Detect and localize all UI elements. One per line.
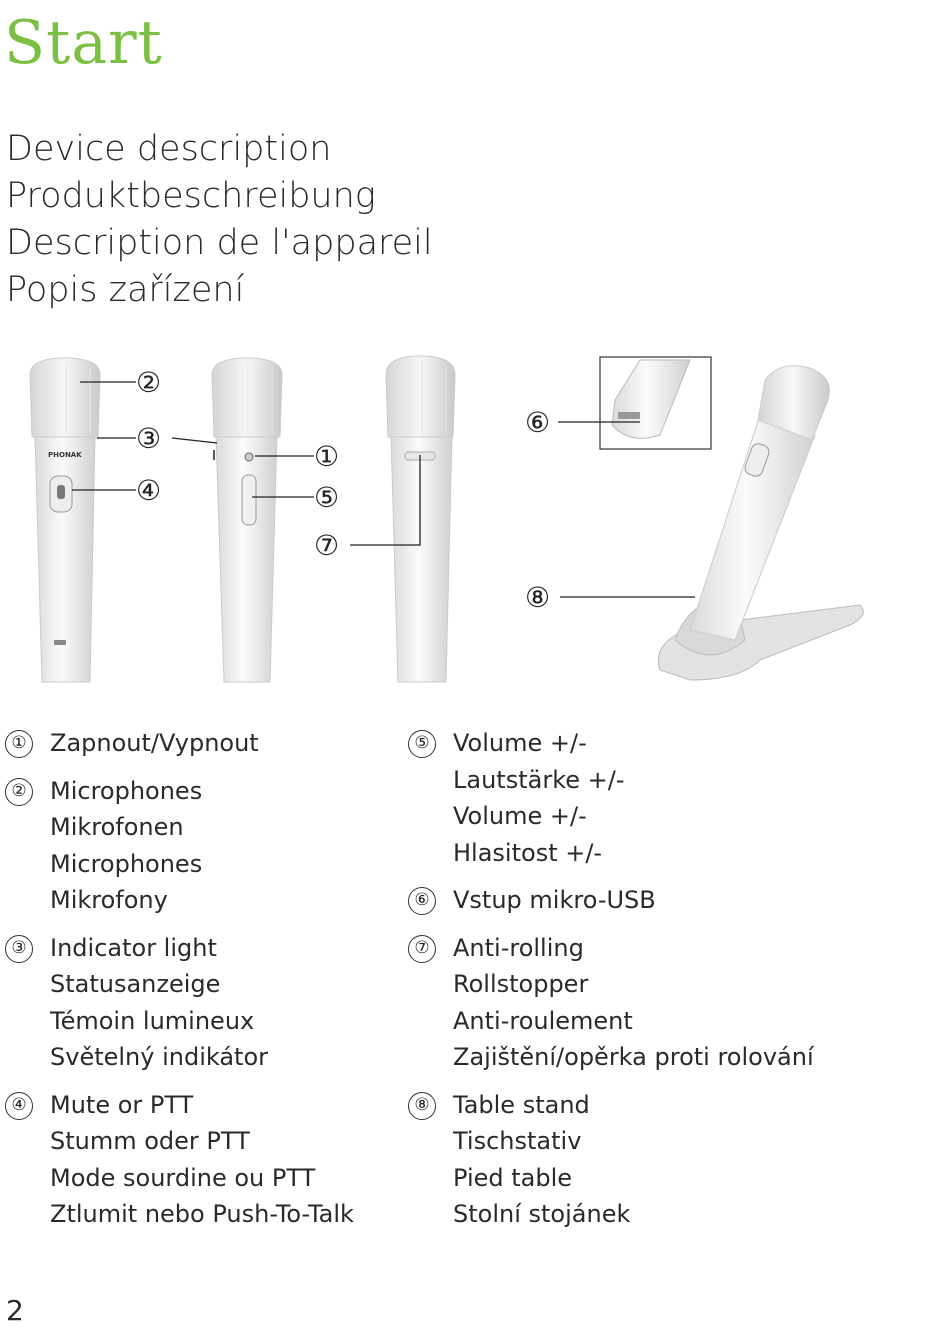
legend-text: Statusanzeige bbox=[50, 970, 221, 998]
device-illustration bbox=[0, 340, 950, 700]
legend-item bbox=[0, 725, 400, 762]
legend-text: Volume +/- bbox=[453, 802, 587, 830]
legend-text: Zajištění/opěrka proti rolování bbox=[453, 1043, 814, 1071]
legend-number: ⑦ bbox=[408, 935, 436, 963]
legend-column-right bbox=[403, 725, 943, 1244]
device-brand-label: PHONAK bbox=[48, 451, 82, 459]
subtitle-en: Device description bbox=[6, 129, 332, 169]
legend-text: Lautstärke +/- bbox=[453, 765, 625, 794]
subtitle-cs: Popis zařízení bbox=[6, 270, 245, 310]
subtitle-block bbox=[6, 126, 433, 314]
legend-item bbox=[0, 773, 400, 919]
subtitle-fr: Description de l'appareil bbox=[6, 223, 433, 263]
legend-text: Stolní stojánek bbox=[453, 1200, 631, 1228]
legend-text: Pied table bbox=[453, 1163, 573, 1192]
legend-item bbox=[403, 930, 943, 1076]
legend-text: Zapnout/Vypnout bbox=[50, 729, 259, 757]
legend-text: Mute or PTT bbox=[50, 1090, 194, 1119]
microphone-on-stand bbox=[600, 357, 863, 680]
callout-8: ⑧ bbox=[525, 581, 551, 614]
legend-number: ⑥ bbox=[408, 887, 436, 915]
callout-6: ⑥ bbox=[525, 406, 551, 439]
usb-port-icon bbox=[618, 412, 640, 419]
legend-item bbox=[403, 882, 943, 919]
legend-text: Ztlumit nebo Push-To-Talk bbox=[50, 1200, 354, 1228]
microphone-side-view bbox=[212, 358, 282, 682]
legend-text: Světelný indikátor bbox=[50, 1043, 269, 1071]
legend-text: Microphones bbox=[50, 849, 203, 878]
callout-5: ⑤ bbox=[314, 481, 340, 514]
legend-number: ② bbox=[5, 778, 33, 806]
volume-rocker-icon bbox=[242, 475, 256, 525]
legend-text: Hlasitost +/- bbox=[453, 838, 603, 867]
callout-7: ⑦ bbox=[314, 529, 340, 562]
legend-text: Vstup mikro-USB bbox=[453, 886, 656, 914]
legend-item bbox=[0, 930, 400, 1076]
legend-text: Stumm oder PTT bbox=[50, 1127, 250, 1155]
legend-item bbox=[403, 1087, 943, 1233]
legend-text: Anti-rolling bbox=[453, 933, 584, 962]
subtitle-de: Produktbeschreibung bbox=[6, 176, 376, 216]
callout-3: ③ bbox=[136, 422, 162, 455]
microphone-front-view bbox=[30, 358, 100, 682]
callout-4: ④ bbox=[136, 474, 162, 507]
callout-2: ② bbox=[136, 366, 162, 399]
legend-text: Tischstativ bbox=[453, 1127, 582, 1155]
page-title: Start bbox=[4, 8, 163, 78]
legend-text: Mikrofonen bbox=[50, 813, 184, 841]
legend-text: Table stand bbox=[453, 1090, 590, 1119]
legend-number: ③ bbox=[5, 935, 33, 963]
legend-number: ④ bbox=[5, 1092, 33, 1120]
legend-text: Anti-roulement bbox=[453, 1006, 633, 1035]
legend-number: ① bbox=[5, 730, 33, 758]
legend-text: Rollstopper bbox=[453, 970, 589, 998]
page-number: 2 bbox=[6, 1294, 24, 1327]
legend-text: Microphones bbox=[50, 776, 203, 805]
callout-1: ① bbox=[314, 440, 340, 473]
legend-text: Indicator light bbox=[50, 933, 217, 962]
legend-item bbox=[0, 1087, 400, 1233]
indicator-light-icon bbox=[245, 453, 253, 461]
legend-column-left bbox=[0, 725, 400, 1244]
legend-text: Volume +/- bbox=[453, 729, 587, 757]
legend-item bbox=[403, 725, 943, 871]
legend-text: Témoin lumineux bbox=[50, 1006, 255, 1035]
legend-text: Mikrofony bbox=[50, 886, 168, 914]
legend-number: ⑤ bbox=[408, 730, 436, 758]
mute-button-icon bbox=[57, 485, 65, 499]
legend-number: ⑧ bbox=[408, 1092, 436, 1120]
legend-text: Mode sourdine ou PTT bbox=[50, 1163, 316, 1192]
